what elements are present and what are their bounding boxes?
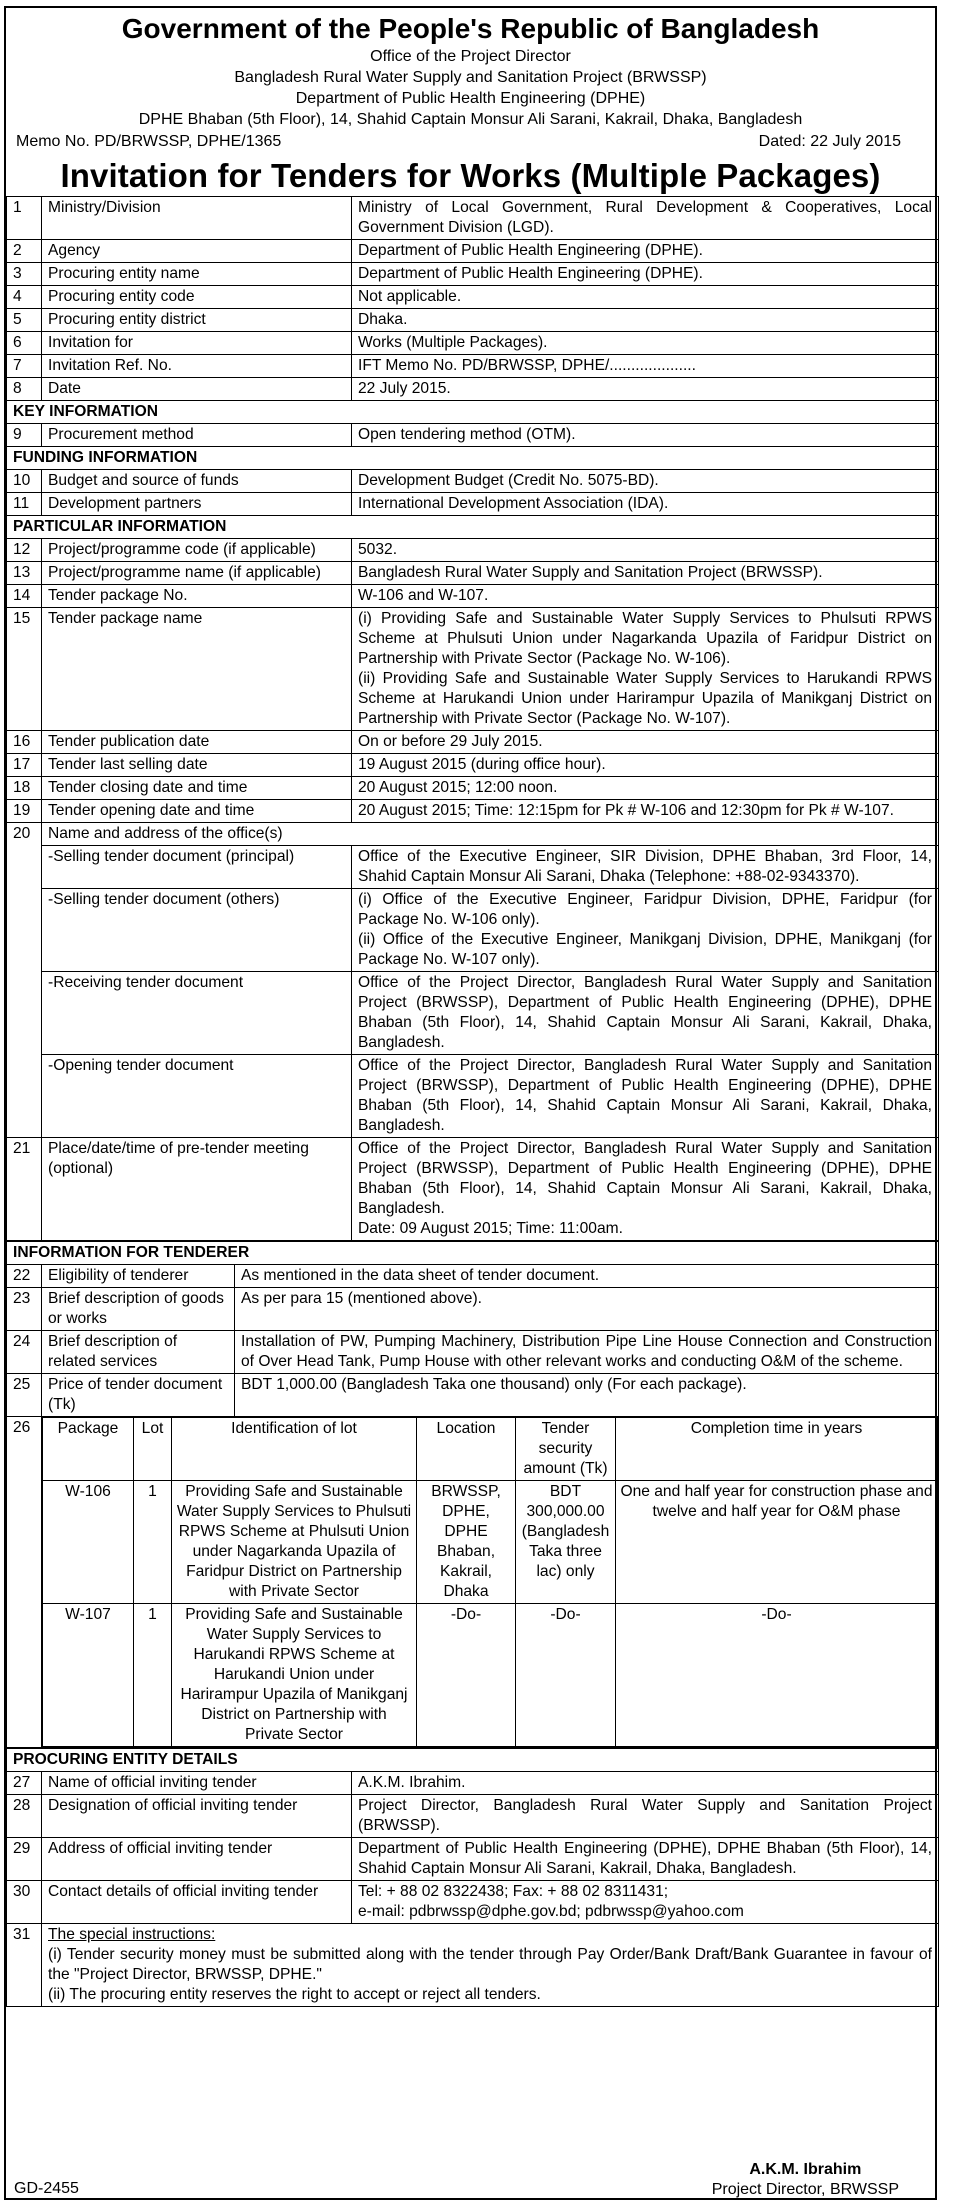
lot-row [43,1604,938,1747]
row-number: 25 [7,1374,42,1417]
contact-phone: Tel: + 88 02 8322438; Fax: + 88 02 8311431; [358,1883,669,1900]
table-row [7,1772,939,1795]
row-value: As mentioned in the data sheet of tender document. [235,1265,939,1288]
row-field: Contact details of official inviting tender [42,1881,352,1924]
row-field: -Selling tender document (principal) [42,846,352,889]
table-row [7,1288,939,1331]
row-value: Department of Public Health Engineering (DPHE). [352,263,939,286]
table-row [7,240,939,263]
row-value: A.K.M. Ibrahim. [352,1772,939,1795]
section-row [7,447,939,470]
special-instructions-heading: The special instructions: [48,1926,216,1943]
table-row [7,1417,939,1748]
signatory-title: Project Director, BRWSSP [711,2181,899,2198]
row-field: Invitation Ref. No. [42,355,352,378]
row-number: 20 [7,823,42,1138]
row-field: Tender closing date and time [42,777,352,800]
table-row [7,1331,939,1374]
tender-notice [4,6,937,2200]
row-value: Dhaka. [352,309,939,332]
row-number: 18 [7,777,42,800]
table-row [7,332,939,355]
row-number: 23 [7,1288,42,1331]
row-value: Installation of PW, Pumping Machinery, Distribution Pipe Line House Connection and Construction of Over Head Tank, Pump House with other relevant works and conducting O&M of the scheme. [235,1331,939,1374]
lot-security: -Do- [516,1604,616,1747]
row-field: Tender publication date [42,731,352,754]
tender-table [6,196,939,1241]
row-field: Eligibility of tenderer [42,1265,235,1288]
row-number: 24 [7,1331,42,1374]
row-field: Ministry/Division [42,197,352,240]
lot-number: 1 [134,1481,172,1604]
row-value: W-106 and W-107. [352,585,939,608]
package-name-1: (i) Providing Safe and Sustainable Water Supply Services to Phulsuti RPWS Scheme at Phulsuti Union under Nagarkanda Upazila of Faridpur District on Partnership with Private Sector (Package No. W-106). [358,610,932,667]
row-number: 9 [7,424,42,447]
row-value [352,889,939,972]
row-value: 20 August 2015; Time: 12:15pm for Pk # W-106 and 12:30pm for Pk # W-107. [352,800,939,823]
instruction-2: (ii) The procuring entity reserves the right to accept or reject all tenders. [48,1986,541,2003]
row-field: Tender package name [42,608,352,731]
row-value: IFT Memo No. PD/BRWSSP, DPHE/.................... [352,355,939,378]
section-tenderer: INFORMATION FOR TENDERER [7,1242,939,1265]
section-key: KEY INFORMATION [7,401,939,424]
table-row [7,424,939,447]
row-value: Project Director, Bangladesh Rural Water Supply and Sanitation Project (BRWSSP). [352,1795,939,1838]
lot-location: BRWSSP, DPHE, DPHE Bhaban, Kakrail, Dhaka [417,1481,516,1604]
lot-package: W-107 [43,1604,134,1747]
row-field: Name and address of the office(s) [42,823,939,846]
row-value: Office of the Executive Engineer, SIR Division, DPHE Bhaban, 3rd Floor, 14, Shahid Captain Monsur Ali Sarani, Dhaka (Telephone: +88-02-9343370). [352,846,939,889]
row-number: 10 [7,470,42,493]
section-particular: PARTICULAR INFORMATION [7,516,939,539]
row-field: Procurement method [42,424,352,447]
address-line: DPHE Bhaban (5th Floor), 14, Shahid Captain Monsur Ali Sarani, Kakrail, Dhaka, Bangladesh [138,111,803,128]
table-row [7,197,939,240]
row-value: Bangladesh Rural Water Supply and Sanitation Project (BRWSSP). [352,562,939,585]
table-row [7,1924,939,2007]
lot-header-row [43,1418,938,1481]
row-field: Project/programme name (if applicable) [42,562,352,585]
row-number: 15 [7,608,42,731]
row-value: Department of Public Health Engineering (DPHE). [352,240,939,263]
row-number: 11 [7,493,42,516]
table-row [7,754,939,777]
table-row [7,1374,939,1417]
lot-location: -Do- [417,1604,516,1747]
row-value [352,1138,939,1241]
row-field: Tender last selling date [42,754,352,777]
lot-header-package: Package [43,1418,134,1481]
row-number: 31 [7,1924,42,2007]
notice-header [6,12,935,130]
lot-header-identification: Identification of lot [172,1418,417,1481]
row-field: Procuring entity name [42,263,352,286]
signature-block [712,2160,899,2200]
row-value: 19 August 2015 (during office hour). [352,754,939,777]
row-number: 19 [7,800,42,823]
row-value: On or before 29 July 2015. [352,731,939,754]
lot-table-cell [42,1417,939,1748]
row-field: Budget and source of funds [42,470,352,493]
row-field: Procuring entity code [42,286,352,309]
row-field: Address of official inviting tender [42,1838,352,1881]
row-number: 7 [7,355,42,378]
row-number: 6 [7,332,42,355]
row-number: 12 [7,539,42,562]
row-value: Ministry of Local Government, Rural Development & Cooperatives, Local Government Division (LGD). [352,197,939,240]
row-field: Price of tender document (Tk) [42,1374,235,1417]
lot-package: W-106 [43,1481,134,1604]
row-field: Procuring entity district [42,309,352,332]
lot-header-completion: Completion time in years [616,1418,938,1481]
memo-number: Memo No. PD/BRWSSP, DPHE/1365 [16,133,282,150]
row-number: 13 [7,562,42,585]
table-row [7,1881,939,1924]
table-row [7,470,939,493]
lot-number: 1 [134,1604,172,1747]
row-number: 8 [7,378,42,401]
row-value: Works (Multiple Packages). [352,332,939,355]
table-row [7,800,939,823]
table-row [7,1838,939,1881]
office-line: Office of the Project Director [370,48,571,65]
table-row [7,608,939,731]
section-row [7,401,939,424]
table-row [7,263,939,286]
table-row [7,846,939,889]
row-number: 1 [7,197,42,240]
table-row [7,286,939,309]
row-number: 16 [7,731,42,754]
meeting-place: Office of the Project Director, Bangladesh Rural Water Supply and Sanitation Project (BRWSSP), Department of Public Health Engineering (DPHE), DPHE Bhaban (5th Floor), 14, Shahid Captain Monsur Ali Sarani, Kakrail, Dhaka, Bangladesh. [358,1140,932,1217]
table-row [7,309,939,332]
notice-footer [6,2160,939,2200]
row-field: Invitation for [42,332,352,355]
row-number: 26 [7,1417,42,1748]
special-instructions [42,1924,939,2007]
row-value: Department of Public Health Engineering (DPHE), DPHE Bhaban (5th Floor), 14, Shahid Captain Monsur Ali Sarani, Kakrail, Dhaka, Bangladesh. [352,1838,939,1881]
memo-date: Dated: 22 July 2015 [758,133,901,150]
row-number: 2 [7,240,42,263]
government-title: Government of the People's Republic of Bangladesh [121,13,820,44]
row-field: Tender package No. [42,585,352,608]
lot-completion: One and half year for construction phase and twelve and half year for O&M phase [616,1481,938,1604]
table-row [7,539,939,562]
row-field: Brief description of related services [42,1331,235,1374]
procuring-table [6,1748,939,2007]
row-value [352,608,939,731]
row-number: 4 [7,286,42,309]
lot-row [43,1481,938,1604]
instruction-1: (i) Tender security money must be submitted along with the tender through Pay Order/Bank Draft/Bank Guarantee in favour of the "Project Director, BRWSSP, DPHE." [48,1946,932,1983]
meeting-date: Date: 09 August 2015; Time: 11:00am. [358,1220,623,1237]
notice-title: Invitation for Tenders for Works (Multiple Packages) [60,157,881,194]
section-row [7,516,939,539]
gd-code: GD-2455 [14,2180,79,2197]
row-value: International Development Association (IDA). [352,493,939,516]
row-value: BDT 1,000.00 (Bangladesh Taka one thousand) only (For each package). [235,1374,939,1417]
row-field: -Receiving tender document [42,972,352,1055]
row-value: 5032. [352,539,939,562]
row-value: Not applicable. [352,286,939,309]
row-number: 21 [7,1138,42,1241]
row-field: Designation of official inviting tender [42,1795,352,1838]
table-row [7,493,939,516]
tenderer-table [6,1241,939,1748]
table-row [7,378,939,401]
section-row [7,1749,939,1772]
department-line: Department of Public Health Engineering (DPHE) [295,90,646,107]
row-field: Project/programme code (if applicable) [42,539,352,562]
lot-identification: Providing Safe and Sustainable Water Supply Services to Phulsuti RPWS Scheme at Phulsuti Union under Nagarkanda Upazila of Faridpur District on Partnership with Private Sector [172,1481,417,1604]
row-field: -Opening tender document [42,1055,352,1138]
row-number: 3 [7,263,42,286]
row-value: As per para 15 (mentioned above). [235,1288,939,1331]
row-number: 22 [7,1265,42,1288]
row-value: Office of the Project Director, Bangladesh Rural Water Supply and Sanitation Project (BRWSSP), Department of Public Health Engineering (DPHE), DPHE Bhaban (5th Floor), 14, Shahid Captain Monsur Ali Sarani, Kakrail, Dhaka, Bangladesh. [352,1055,939,1138]
lot-header-lot: Lot [134,1418,172,1481]
table-row [7,1055,939,1138]
lot-identification: Providing Safe and Sustainable Water Supply Services to Harukandi RPWS Scheme at Harukandi Union under Harirampur Upazila of Manikganj District on Partnership with Private Sector [172,1604,417,1747]
project-line: Bangladesh Rural Water Supply and Sanitation Project (BRWSSP) [234,69,707,86]
package-name-2: (ii) Providing Safe and Sustainable Water Supply Services to Harukandi RPWS Scheme at Harukandi Union under Harirampur Upazila of Manikganj District on Partnership with Private Sector (Package No. W-107). [358,670,932,727]
row-field: Name of official inviting tender [42,1772,352,1795]
lot-security: BDT 300,000.00 (Bangladesh Taka three lac) only [516,1481,616,1604]
row-value: Development Budget (Credit No. 5075-BD). [352,470,939,493]
row-number: 29 [7,1838,42,1881]
table-row [7,585,939,608]
row-field: Agency [42,240,352,263]
row-value [352,1881,939,1924]
lot-header-security: Tender security amount (Tk) [516,1418,616,1481]
table-row [7,777,939,800]
row-value: 22 July 2015. [352,378,939,401]
section-procuring: PROCURING ENTITY DETAILS [7,1749,939,1772]
row-field: Brief description of goods or works [42,1288,235,1331]
row-value: Office of the Project Director, Bangladesh Rural Water Supply and Sanitation Project (BRWSSP), Department of Public Health Engineering (DPHE), DPHE Bhaban (5th Floor), 14, Shahid Captain Monsur Ali Sarani, Kakrail, Dhaka, Bangladesh. [352,972,939,1055]
selling-office-1: (i) Office of the Executive Engineer, Faridpur Division, DPHE, Faridpur (for Package No. W-106 only). [358,891,932,928]
row-number: 28 [7,1795,42,1838]
row-number: 5 [7,309,42,332]
row-number: 27 [7,1772,42,1795]
row-number: 30 [7,1881,42,1924]
table-row [7,823,939,846]
row-field: Tender opening date and time [42,800,352,823]
row-value: 20 August 2015; 12:00 noon. [352,777,939,800]
section-funding: FUNDING INFORMATION [7,447,939,470]
row-number: 14 [7,585,42,608]
table-row [7,889,939,972]
selling-office-2: (ii) Office of the Executive Engineer, Manikganj Division, DPHE, Manikganj (for Package No. W-107 only). [358,931,932,968]
table-row [7,972,939,1055]
section-row [7,1242,939,1265]
lot-header-location: Location [417,1418,516,1481]
row-field: -Selling tender document (others) [42,889,352,972]
row-field: Date [42,378,352,401]
lot-table [42,1417,938,1747]
table-row [7,562,939,585]
table-row [7,1795,939,1838]
memo-line [6,130,935,154]
row-field: Place/date/time of pre-tender meeting (optional) [42,1138,352,1241]
table-row [7,355,939,378]
table-row [7,731,939,754]
table-row [7,1265,939,1288]
contact-email: e-mail: pdbrwssp@dphe.gov.bd; pdbrwssp@yahoo.com [358,1903,744,1920]
table-row [7,1138,939,1241]
row-field: Development partners [42,493,352,516]
signatory-name: A.K.M. Ibrahim [749,2161,862,2178]
row-number: 17 [7,754,42,777]
row-value: Open tendering method (OTM). [352,424,939,447]
lot-completion: -Do- [616,1604,938,1747]
